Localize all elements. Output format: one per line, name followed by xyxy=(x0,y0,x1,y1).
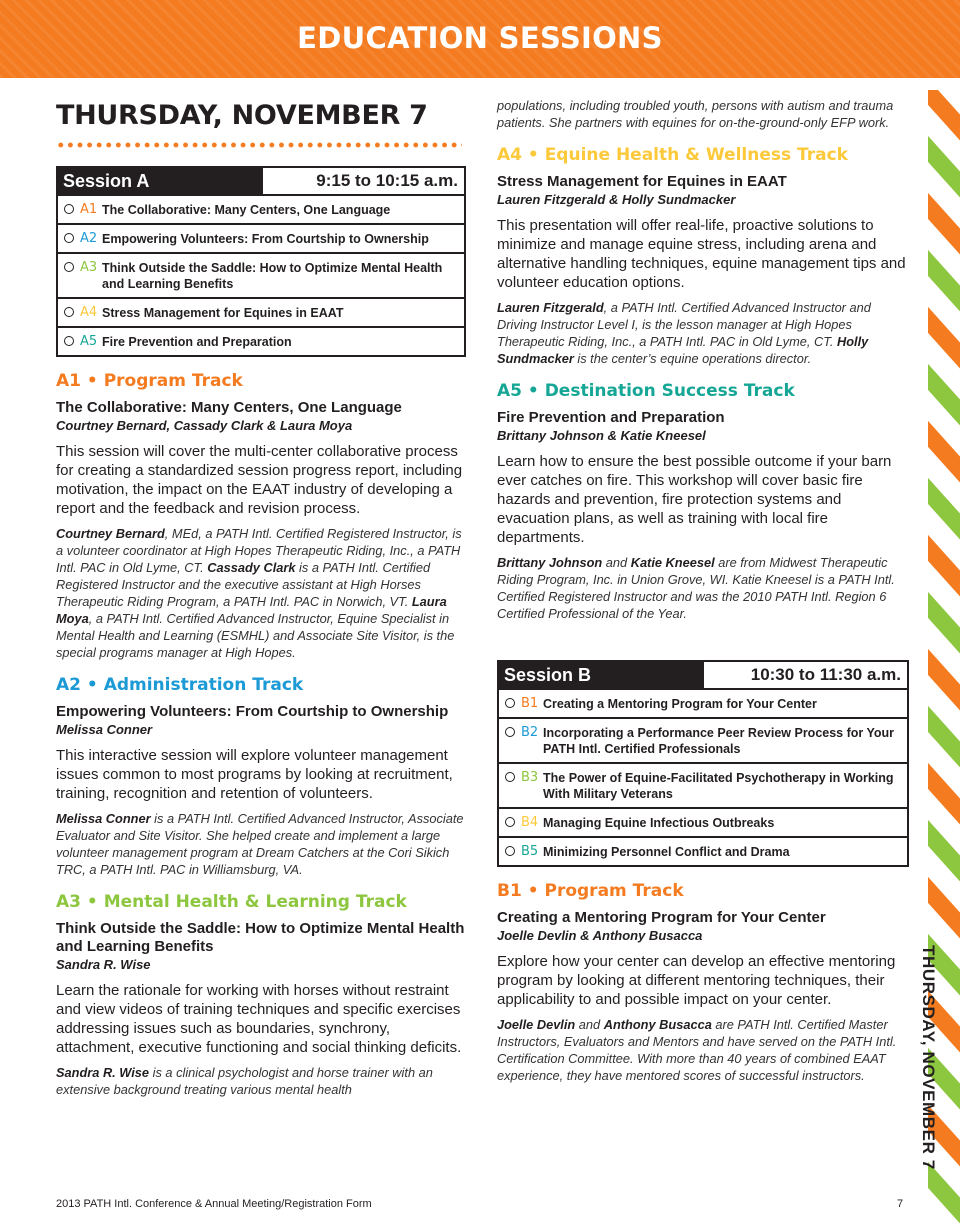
b1-description: Explore how your center can develop an effective mentoring program by looking at different mentoring techniques, their applicability to and possible impact on your center. xyxy=(497,953,896,1008)
stripe-decoration xyxy=(928,248,960,321)
a2-section xyxy=(56,675,466,878)
checkbox-circle-icon xyxy=(64,262,74,272)
session-code: A3 xyxy=(80,260,98,275)
a3-title: Think Outside the Saddle: How to Optimize Mental Health and Learning Benefits xyxy=(56,920,465,955)
session-code: A5 xyxy=(80,334,98,349)
a3-section xyxy=(56,892,466,1098)
stripe-decoration xyxy=(928,191,960,264)
session-a-time: 9:15 to 10:15 a.m. xyxy=(316,171,458,190)
footer-text: 2013 PATH Intl. Conference & Annual Meeting/Registration Form xyxy=(56,1198,372,1210)
a1-title: The Collaborative: Many Centers, One Language xyxy=(56,399,402,416)
session-row-a3 xyxy=(58,254,464,299)
a1-bio: Courtney Bernard, MEd, a PATH Intl. Certified Registered Instructor, is a volunteer coordinator at High Hopes Therapeutic Riding, Inc., a PATH Intl. PAC in Old Lyme, CT. Cassady Clark is a PATH Intl. Certified Registered Instructor and the executive assistant at High Horses Therapeutic Riding Program, a PATH Intl. PAC in Norwich, VT. Laura Moya, a PATH Intl. Certified Advanced Instructor, Equine Specialist in Mental Health and Learning (ESMHL) and Associate Site Visitor, is the special programs manager at High Hopes. xyxy=(56,526,462,660)
checkbox-circle-icon xyxy=(64,233,74,243)
presenter-name: Cassady Clark xyxy=(207,560,296,575)
session-row-b5 xyxy=(499,838,907,865)
a1-track: A1 • Program Track xyxy=(56,371,243,391)
session-code: A1 xyxy=(80,202,98,217)
session-b-time: 10:30 to 11:30 a.m. xyxy=(750,665,901,684)
page-number: 7 xyxy=(897,1198,904,1210)
session-b-table xyxy=(497,660,909,867)
b1-bio: Joelle Devlin and Anthony Busacca are PATH Intl. Certified Master Instructors, Evaluators and Mentors and have served on the PATH Intl. Certification Committee. With more than 40 years of combined EAAT experience, they have mentored scores of successful instructors. xyxy=(497,1017,897,1083)
session-a-header xyxy=(58,168,464,196)
a4-title: Stress Management for Equines in EAAT xyxy=(497,173,787,190)
session-title: The Collaborative: Many Centers, One Language xyxy=(102,203,391,217)
session-code: A2 xyxy=(80,231,98,246)
session-code: B3 xyxy=(521,770,539,785)
left-column xyxy=(56,100,466,1098)
presenter-name: Anthony Busacca xyxy=(603,1017,712,1032)
presenter-name: Courtney Bernard xyxy=(56,526,165,541)
presenter-name: Lauren Fitzgerald xyxy=(497,300,604,315)
stripe-decoration xyxy=(928,1160,960,1228)
a1-section xyxy=(56,371,466,661)
session-title: Minimizing Personnel Conflict and Drama xyxy=(543,845,790,859)
stripe-decoration xyxy=(928,134,960,207)
dotted-divider xyxy=(56,142,462,148)
presenter-name: Joelle Devlin xyxy=(497,1017,576,1032)
session-a-rows xyxy=(58,196,464,355)
stripe-decoration xyxy=(928,476,960,549)
stripe-decoration xyxy=(928,362,960,435)
a5-presenters: Brittany Johnson & Katie Kneesel xyxy=(497,428,706,443)
stripe-decoration xyxy=(928,875,960,948)
stripe-decoration xyxy=(928,761,960,834)
a5-description: Learn how to ensure the best possible outcome if your barn ever catches on fire. This workshop will cover basic fire hazards and prevention, fire protection systems and evacuation plans, as well as training with local fire departments. xyxy=(497,453,892,546)
presenter-name: Melissa Conner xyxy=(56,811,151,826)
a4-section xyxy=(497,145,909,367)
a3-presenters: Sandra R. Wise xyxy=(56,957,151,972)
a4-track: A4 • Equine Health & Wellness Track xyxy=(497,145,848,165)
b1-track: B1 • Program Track xyxy=(497,881,684,901)
checkbox-circle-icon xyxy=(505,727,515,737)
session-row-b2 xyxy=(499,719,907,764)
a5-section xyxy=(497,381,909,622)
a2-presenters: Melissa Conner xyxy=(56,722,153,737)
stripe-decoration xyxy=(928,305,960,378)
b1-presenters: Joelle Devlin & Anthony Busacca xyxy=(497,928,703,943)
session-code: B5 xyxy=(521,844,539,859)
b1-title: Creating a Mentoring Program for Your Center xyxy=(497,909,826,926)
checkbox-circle-icon xyxy=(64,307,74,317)
b1-section xyxy=(497,881,909,1084)
session-a-name: Session A xyxy=(58,168,263,194)
a3-bio: Sandra R. Wise is a clinical psychologist and horse trainer with an extensive background treating various mental health xyxy=(56,1065,433,1097)
a2-bio: Melissa Conner is a PATH Intl. Certified Advanced Instructor, Associate Evaluator and Site Visitor. She helped create and implement a large volunteer management program at Dream Catchers at the Cori Sikich TRC, a PATH Intl. PAC in Williamsburg, VA. xyxy=(56,811,464,877)
stripe-decoration xyxy=(928,818,960,891)
stripe-decoration xyxy=(928,590,960,663)
a5-title: Fire Prevention and Preparation xyxy=(497,409,725,426)
session-code: B2 xyxy=(521,725,539,740)
session-code: A4 xyxy=(80,305,98,320)
a3-description: Learn the rationale for working with horses without restraint and view videos of training techniques and specific exercises addressing issues such as boundaries, synchrony, attachment, executive functioning and social thinking deficits. xyxy=(56,982,462,1056)
session-row-b4 xyxy=(499,809,907,838)
stripe-decoration xyxy=(928,533,960,606)
presenter-name: Katie Kneesel xyxy=(630,555,715,570)
stripe-decoration xyxy=(928,419,960,492)
session-title: Stress Management for Equines in EAAT xyxy=(102,306,344,320)
presenter-name: Holly Sundmacker xyxy=(497,334,869,366)
presenter-name: Laura Moya xyxy=(56,594,447,626)
checkbox-circle-icon xyxy=(505,698,515,708)
header-banner xyxy=(0,0,960,78)
session-row-b1 xyxy=(499,690,907,719)
session-row-a5 xyxy=(58,328,464,355)
a3-bio-continued: populations, including troubled youth, persons with autism and trauma patients. She partners with equines for on-the-ground-only EFP work. xyxy=(497,98,894,130)
a5-track: A5 • Destination Success Track xyxy=(497,381,795,401)
session-b-rows xyxy=(499,690,907,865)
session-row-a1 xyxy=(58,196,464,225)
session-code: B4 xyxy=(521,815,539,830)
session-title: The Power of Equine-Facilitated Psychotherapy in Working With Military Veterans xyxy=(543,771,894,801)
session-row-a4 xyxy=(58,299,464,328)
a2-track: A2 • Administration Track xyxy=(56,675,304,695)
session-row-b3 xyxy=(499,764,907,809)
side-day-label: THURSDAY, NOVEMBER 7 xyxy=(919,945,938,1170)
session-title: Empowering Volunteers: From Courtship to Ownership xyxy=(102,232,429,246)
presenter-name: Brittany Johnson xyxy=(497,555,603,570)
stripe-decoration xyxy=(928,647,960,720)
session-code: B1 xyxy=(521,696,539,711)
checkbox-circle-icon xyxy=(505,817,515,827)
a3-track: A3 • Mental Health & Learning Track xyxy=(56,892,407,912)
checkbox-circle-icon xyxy=(64,204,74,214)
session-b-header xyxy=(499,662,907,690)
a2-title: Empowering Volunteers: From Courtship to Ownership xyxy=(56,703,449,720)
checkbox-circle-icon xyxy=(505,846,515,856)
session-row-a2 xyxy=(58,225,464,254)
a1-presenters: Courtney Bernard, Cassady Clark & Laura Moya xyxy=(56,418,353,433)
session-title: Fire Prevention and Preparation xyxy=(102,335,292,349)
session-title: Managing Equine Infectious Outbreaks xyxy=(543,816,775,830)
session-title: Incorporating a Performance Peer Review Process for Your PATH Intl. Certified Professionals xyxy=(543,726,895,756)
session-a-table xyxy=(56,166,466,357)
a4-presenters: Lauren Fitzgerald & Holly Sundmacker xyxy=(497,192,736,207)
banner-title: EDUCATION SESSIONS xyxy=(297,21,663,55)
a4-bio: Lauren Fitzgerald, a PATH Intl. Certified Advanced Instructor and Driving Instructor Level I, is the lesson manager at High Hopes Therapeutic Riding, Inc., a PATH Intl. PAC in Old Lyme, CT. Holly Sundmacker is the center’s equine operations director. xyxy=(497,300,871,366)
a2-description: This interactive session will explore volunteer management issues common to most programs by looking at recruitment, training, recognition and retention of volunteers. xyxy=(56,747,453,802)
checkbox-circle-icon xyxy=(505,772,515,782)
session-title: Think Outside the Saddle: How to Optimize Mental Health and Learning Benefits xyxy=(102,261,443,291)
stripe-decoration xyxy=(928,704,960,777)
a1-description: This session will cover the multi-center collaborative process for creating a standardized session progress report, including motivation, the impact on the EAAT industry of developing a report and the feedback and revision process. xyxy=(56,443,463,517)
session-title: Creating a Mentoring Program for Your Center xyxy=(543,697,817,711)
presenter-name: Sandra R. Wise xyxy=(56,1065,150,1080)
right-column xyxy=(497,100,909,1084)
a4-description: This presentation will offer real-life, proactive solutions to minimize and manage equine stress, including arena and alternative handling techniques, equine management tips and volunteer education options. xyxy=(497,217,906,291)
a5-bio: Brittany Johnson and Katie Kneesel are from Midwest Therapeutic Riding Program, Inc. in Union Grove, WI. Katie Kneesel is a PATH Intl. Certified Registered Instructor and was the 2010 PATH Intl. Region 6 Certified Professional of the Year. xyxy=(497,555,895,621)
checkbox-circle-icon xyxy=(64,336,74,346)
session-b-name: Session B xyxy=(499,662,704,688)
day-heading: THURSDAY, NOVEMBER 7 xyxy=(56,100,428,131)
